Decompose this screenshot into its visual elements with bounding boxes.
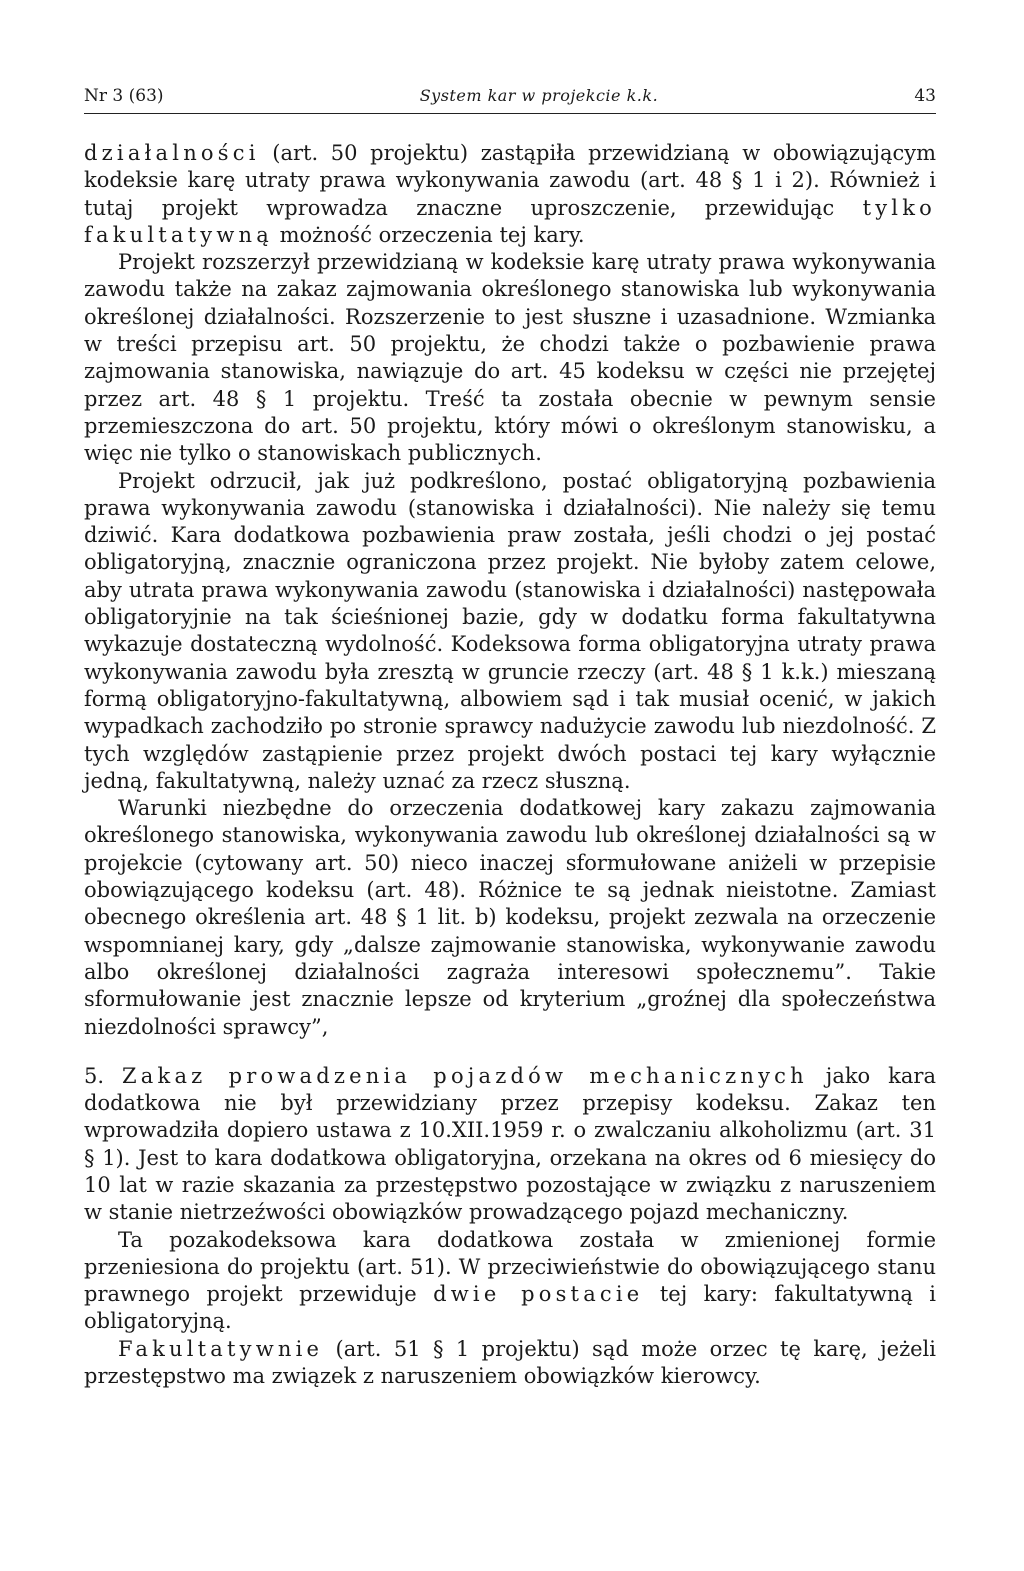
spaced-term: działalności xyxy=(84,141,260,165)
spaced-term: dwie postacie xyxy=(433,1282,644,1307)
paragraph-4: Warunki niezbędne do orzeczenia dodatkowej kary zakazu zajmowania określonego stanowiska, wykonywania zawodu lub określonej działalności są w projekcie (cytowany art. 50) nieco inaczej sformułowane aniżeli w przepisie obowiązującego kodeksu (art. 48). Różnice te są jednak nieistotne. Zamiast obecnego określenia art. 48 § 1 lit. b) kodeksu, projekt zezwala na orzeczenie wspomnianej kary, gdy „dalsze zajmowanie stanowiska, wykonywanie zawodu albo określonej działalności zagraża interesowi społecznemu”. Takie sformułowanie jest znacznie lepsze od kryterium „groźnej dla społeczeństwa niezdolności sprawcy”, xyxy=(84,796,936,1039)
paragraph-text: możność orzeczenia tej kary. xyxy=(272,222,585,247)
section-heading: Zakaz prowadzenia pojazdów mechanicznych xyxy=(122,1063,808,1088)
paragraph-text: tej kary: fakultatywną i obligatoryjną. xyxy=(84,1282,937,1334)
paragraph-text: (art. 51 § 1 projektu) sąd może orzec tę karę, jeżeli przestępstwo ma związek z naruszeniem obowiązków kierowcy. xyxy=(84,1336,936,1389)
article-body xyxy=(84,140,936,1390)
paragraph-6 xyxy=(84,1227,936,1336)
paragraph-2: Projekt rozszerzył przewidzianą w kodeksie karę utraty prawa wykonywania zawodu także na zakaz zajmowania określonego stanowiska lub wykonywania określonej działalności. Rozszerzenie to jest słuszne i uzasadnione. Wzmianka w treści przepisu art. 50 projektu, że chodzi także o pozbawienie prawa zajmowania stanowiska, nawiązuje do art. 45 kodeksu w części nie przejętej przez art. 48 § 1 projektu. Treść ta została obecnie w pewnym sensie przemieszczona do art. 50 projektu, który mówi o określonym stanowisku, a więc nie tylko o stanowiskach publicznych. xyxy=(84,250,936,466)
paragraph-1 xyxy=(84,140,936,249)
paragraph-3: Projekt odrzucił, jak już podkreślono, postać obligatoryjną pozbawienia prawa wykonywania zawodu (stanowiska i działalności). Nie należy się temu dziwić. Kara dodatkowa pozbawienia praw została, jeśli chodzi o jej postać obligatoryjną, znacznie ograniczona przez projekt. Nie byłoby zatem celowe, aby utrata prawa wykonywania zawodu (stanowiska i działalności) następowała obligatoryjnie na tak ścieśnionej bazie, gdy w dodatku forma fakultatywna wykazuje dostateczną wydolność. Kodeksowa forma obligatoryjna utraty prawa wykonywania zawodu była zresztą w gruncie rzeczy (art. 48 § 1 k.k.) mieszaną formą obligatoryjno-fakultatywną, albowiem sąd i tak musiał ocenić, w jakich wypadkach zachodziło po stronie sprawcy nadużycie zawodu lub niezdolność. Z tych względów zastąpienie przez projekt dwóch postaci tej kary wyłącznie jedną, fakultatywną, należy uznać za rzecz słuszną. xyxy=(84,468,936,793)
paragraph-text: Ta pozakodeksowa kara dodatkowa została w zmienionej formie przeniesiona do projektu (art. 51). W przeciwieństwie do obowiązującego stanu prawnego projekt przewiduje xyxy=(84,1227,936,1307)
spaced-term: tylko fakultatywną xyxy=(84,195,936,247)
section-number: 5. xyxy=(84,1063,123,1088)
document-page xyxy=(84,86,936,1390)
paragraph-text: (art. 50 projektu) zastąpiła przewidzianą w obowiązującym kodeksie karę utraty prawa wykonywania zawodu (art. 48 § 1 i 2). Również i tutaj projekt wprowadza znaczne uproszczenie, przewidując xyxy=(84,141,936,220)
issue-number: Nr 3 (63) xyxy=(84,86,164,106)
section-5-paragraph xyxy=(84,1063,936,1227)
paragraph-text: jako kara dodatkowa nie był przewidziany przez przepisy kodeksu. Zakaz ten wprowadziła dopiero ustawa z 10.XII.1959 r. o zwalczaniu alkoholizmu (art. 31 § 1). Jest to kara dodatkowa obligatoryjna, orzekana na okres od 6 miesięcy do 10 lat w razie skazania za przestępstwo pozostające w związku z naruszeniem w stanie nietrzeźwości obowiązków prowadzącego pojazd mechaniczny. xyxy=(84,1063,936,1225)
paragraph-7 xyxy=(84,1336,936,1391)
page-header xyxy=(84,86,936,114)
page-number: 43 xyxy=(914,86,936,106)
running-title: System kar w projekcie k.k. xyxy=(419,86,659,105)
spaced-term: Fakultatywnie xyxy=(118,1336,324,1361)
